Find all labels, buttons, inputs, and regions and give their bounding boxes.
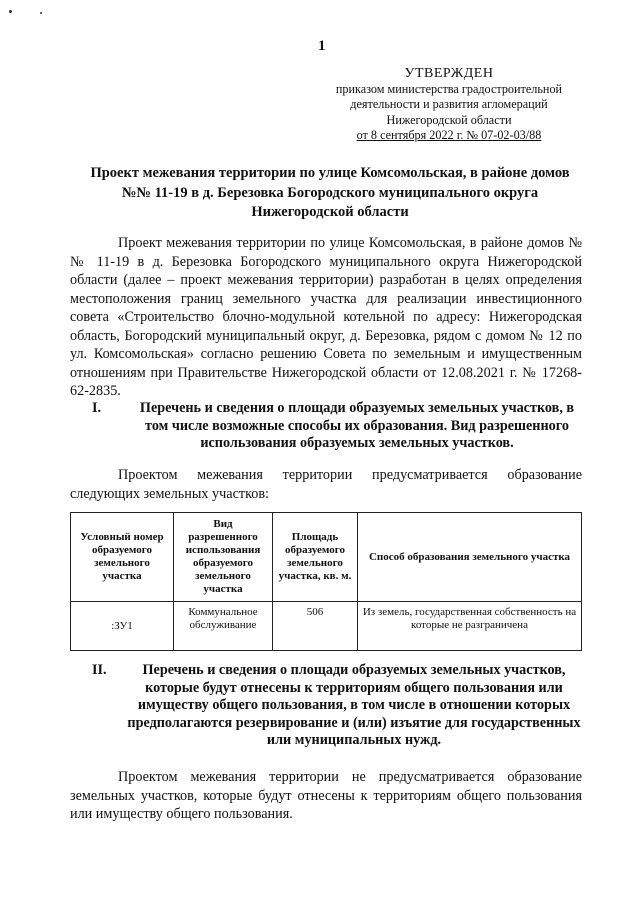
approval-line: приказом министерства градостроительной — [335, 81, 563, 96]
page-number: 1 — [318, 38, 326, 54]
section-number: I. — [92, 400, 102, 416]
cell-plot-id: :ЗУ1 — [71, 602, 174, 651]
section-1-paragraph: Проектом межевания территории предусматривается образование следующих земельных участков: — [70, 467, 582, 502]
approval-block — [318, 66, 580, 144]
approval-date: от 8 сентября 2022 г. № 07-02-03/88 — [356, 128, 542, 142]
approval-line: деятельности и развития агломераций — [350, 97, 548, 111]
section-title: Перечень и сведения о площади образуемых земельных участков, в том числе возможные способы их образования. Вид разрешенного использования образуемых земельных участков. — [139, 400, 575, 451]
cell-area: 506 — [273, 602, 358, 651]
section-number: II. — [92, 662, 107, 678]
column-header: Условный номер образуемого земельного участка — [71, 513, 174, 602]
scan-speck — [9, 10, 12, 13]
cell-permitted-use: Коммунальное обслуживание — [174, 602, 273, 651]
section-title: Перечень и сведения о площади образуемых земельных участков, которые будут отнесены к территориям общего пользования или имуществу общего пользования, в том числе в отношении которых предполагаются резервирование и (или) изъятие для государственных или муниципальных нужд. — [127, 662, 581, 748]
section-2-paragraph: Проектом межевания территории не предусматривается образование земельных участков, которые будут отнесены к территориям общего пользования или имуществу общего пользования. — [70, 769, 582, 822]
approval-heading: УТВЕРЖДЕН — [404, 66, 494, 81]
scan-speck — [40, 12, 42, 14]
column-header: Способ образования земельного участка — [358, 513, 582, 602]
title-line: Нижегородской области — [251, 204, 409, 220]
table-row — [71, 602, 582, 651]
table-header-row — [71, 513, 582, 602]
column-header: Площадь образуемого земельного участка, кв. м. — [273, 513, 358, 602]
column-header: Вид разрешенного использования образуемого земельного участка — [174, 513, 273, 602]
title-line: Проект межевания территории по улице Комсомольская, в районе домов — [90, 165, 570, 181]
document-title — [70, 164, 590, 223]
cell-formation-method: Из земель, государственная собственность на которые не разграничена — [358, 602, 582, 651]
approval-line: Нижегородской области — [386, 112, 512, 127]
land-plots-table — [70, 512, 582, 651]
title-line: №№ 11-19 в д. Березовка Богородского муниципального округа — [121, 184, 539, 201]
intro-paragraph: Проект межевания территории по улице Комсомольская, в районе домов №№ 11-19 в д. Березовка Богородского муниципального округа Нижегородской области (далее – проект межевания территории) разработан в целях определения местоположения границ земельного участка для реализации инвестиционного совета «Строительство блочно-модульной котельной по адресу: Нижегородская область, Богородский муниципальный округ, д. Березовка, рядом с домом № 12 по ул. Комсомольская» согласно решению Совета по земельным и имущественным отношениям при Правительстве Нижегородской области от 12.08.2021 г. № 17268-62-2835. — [70, 235, 582, 399]
